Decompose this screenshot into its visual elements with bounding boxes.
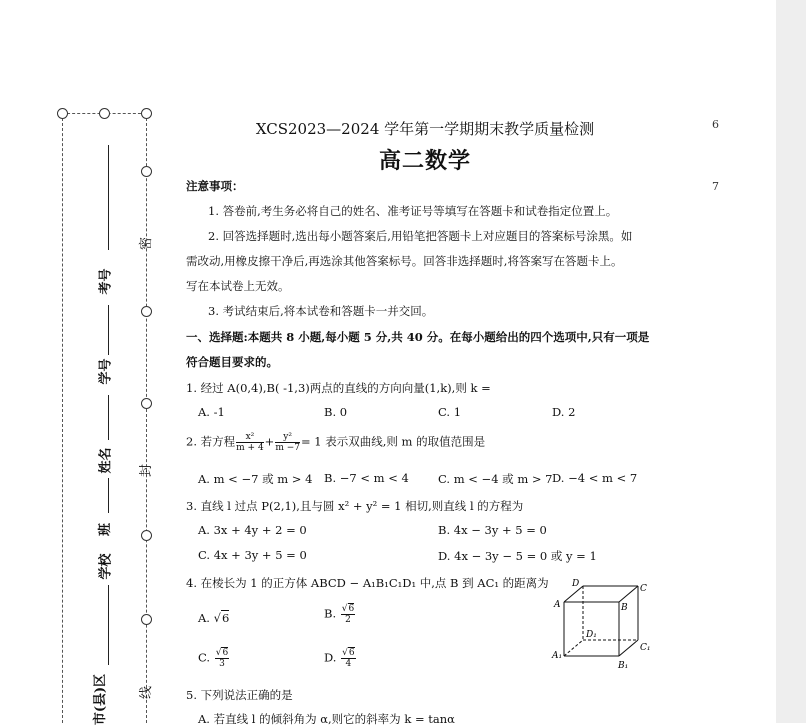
q4-option-d-label: D. [324, 650, 337, 665]
q4-option-d-den: 4 [345, 659, 352, 669]
binding-right-dash [146, 113, 147, 723]
q2-suffix: = 1 表示双曲线,则 m 的取值范围是 [300, 434, 486, 449]
margin-label-ban: 班 [98, 522, 114, 537]
margin-label-xuehao: 学号 [98, 358, 114, 385]
seal-char-feng: 封 [139, 463, 155, 478]
q2-fraction-2 [275, 432, 300, 453]
cube-label-b1: B₁ [618, 661, 629, 670]
q3-option-c: C. 4x + 3y + 5 = 0 [198, 548, 307, 562]
q1-option-d: D. 2 [552, 405, 576, 419]
notice-item-2b: 需改动,用橡皮擦干净后,再选涂其他答案标号。回答非选择题时,将答案写在答题卡上。 [186, 254, 623, 268]
q4-option-a-label: A. [198, 611, 210, 625]
binding-hole [141, 614, 152, 625]
q2-frac1-num: x² [236, 432, 264, 443]
q4-option-b-num: 6 [348, 604, 355, 614]
binding-hole [141, 108, 152, 119]
field-line-xuehao [108, 305, 109, 355]
seal-char-xian: 线 [139, 685, 155, 700]
q2-prefix: 2. 若方程 [186, 434, 236, 449]
binding-left-dash [62, 113, 63, 723]
q4-option-b-label: B. [324, 606, 337, 621]
binding-hole [141, 530, 152, 541]
cube-figure [548, 578, 658, 670]
q4-option-c-fraction: $\frac{√6}{3}$ [215, 648, 229, 669]
q2-option-d: D. −4 < m < 7 [552, 471, 638, 485]
cube-label-c1: C₁ [640, 643, 651, 653]
binding-hole [141, 166, 152, 177]
question-5-stem: 5. 下列说法正确的是 [186, 688, 293, 702]
cube-label-d: D [572, 579, 580, 589]
cube-hidden-edge [564, 640, 583, 656]
binding-hole [141, 306, 152, 317]
binding-hole [57, 108, 68, 119]
q2-option-a: A. m < −7 或 m > 4 [198, 472, 313, 486]
cube-label-b: B [621, 603, 628, 613]
q4-option-c-den: 3 [219, 659, 225, 669]
cube-edge [619, 586, 638, 602]
notice-item-2a: 2. 回答选择题时,选出每小题答案后,用铅笔把答题卡上对应题目的答案标号涂黑。如 [208, 229, 633, 243]
notice-heading: 注意事项： [186, 179, 244, 193]
field-line-kaohao [108, 145, 109, 250]
binding-hole [141, 398, 152, 409]
q2-option-b: B. −7 < m < 4 [324, 471, 409, 485]
notice-item-2c: 写在本试卷上无效。 [186, 279, 290, 293]
field-line-xingming [108, 395, 109, 440]
exam-title: XCS2023—2024 学年第一学期期末教学质量检测 [255, 120, 595, 138]
cube-label-c: C [640, 584, 647, 594]
q3-option-a: A. 3x + 4y + 2 = 0 [198, 523, 307, 537]
q4-option-d-fraction: $\frac{√6}{4}$ [342, 648, 355, 669]
side-number: 6 [712, 118, 719, 131]
q4-option-c-label: C. [198, 650, 211, 665]
q1-option-a: A. -1 [198, 405, 225, 419]
seal-char-mi: 密 [139, 236, 155, 251]
q1-option-c: C. 1 [438, 405, 462, 419]
q4-option-a-radicand: 6 [221, 611, 230, 625]
q2-fraction-1 [236, 432, 264, 453]
notice-item-3: 3. 考试结束后,将本试卷和答题卡一并交回。 [208, 304, 434, 318]
margin-label-shixian: 市(县)区 [93, 673, 109, 726]
margin-label-xuexiao: 学校 [98, 553, 114, 580]
margin-label-xingming: 姓名 [98, 447, 114, 474]
scrollbar-gutter[interactable] [776, 0, 806, 723]
q2-frac1-den: m + 4 [236, 443, 264, 453]
question-1-stem: 1. 经过 A(0,4),B( -1,3)两点的直线的方向向量(1,k),则 k = [186, 381, 491, 395]
question-4-stem: 4. 在棱长为 1 的正方体 ABCD − A₁B₁C₁D₁ 中,点 B 到 AC₁ 的距离为 [186, 576, 549, 590]
q4-option-b-den: 2 [345, 615, 351, 625]
q3-option-d: D. 4x − 3y − 5 = 0 或 y = 1 [438, 549, 597, 563]
q2-frac2-num: y² [275, 432, 300, 443]
q4-option-d-num: 6 [348, 648, 355, 658]
q4-option-b [324, 604, 356, 625]
binding-hole [99, 108, 110, 119]
q1-option-b: B. 0 [324, 405, 348, 419]
question-3-stem: 3. 直线 l 过点 P(2,1),且与圆 x² + y² = 1 相切,则直线 l 的方程为 [186, 499, 524, 513]
q4-option-c-num: 6 [222, 648, 229, 658]
section1-heading-line1: 一、选择题:本题共 8 小题,每小题 5 分,共 40 分。在每小题给出的四个选项中,只有一项是 [186, 330, 650, 344]
cube-label-a1: A₁ [552, 651, 563, 661]
question-2-stem [186, 432, 485, 453]
cube-label-d1: D₁ [586, 630, 597, 640]
q4-option-c [198, 648, 230, 669]
q4-option-a: A. √6 [198, 611, 230, 625]
q2-frac2-den: m −7 [275, 443, 300, 453]
q4-option-d [324, 648, 357, 669]
exam-subject: 高二数学 [378, 148, 471, 174]
q3-option-b: B. 4x − 3y + 5 = 0 [438, 523, 547, 537]
q2-plus: + [264, 434, 275, 449]
side-number: 7 [712, 180, 719, 193]
q4-option-b-fraction: $\frac{√6}{2}$ [341, 604, 355, 625]
cube-label-a: A [554, 600, 561, 610]
field-line-xuexiao [108, 585, 109, 665]
cube-edge [619, 640, 638, 656]
q2-option-c: C. m < −4 或 m > 7 [438, 472, 553, 486]
notice-item-1: 1. 答卷前,考生务必将自己的姓名、准考证号等填写在答题卡和试卷指定位置上。 [208, 204, 618, 218]
margin-label-kaohao: 考号 [98, 268, 114, 295]
field-line-ban [108, 478, 109, 513]
q5-option-a: A. 若直线 l 的倾斜角为 α,则它的斜率为 k = tanα [198, 712, 455, 726]
section1-heading-line2: 符合题目要求的。 [186, 355, 278, 369]
